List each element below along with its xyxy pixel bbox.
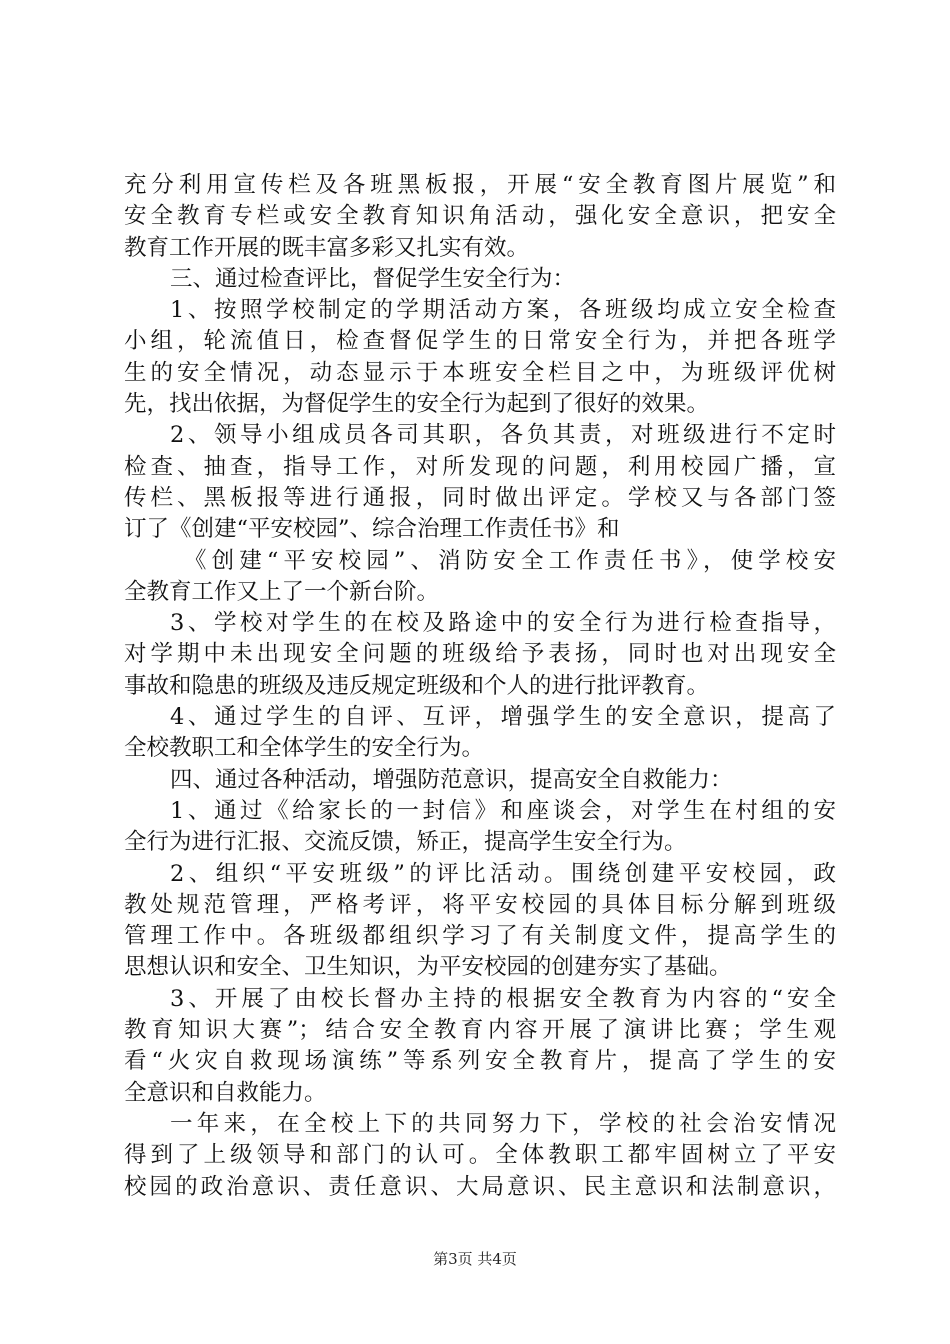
text-line: 教育工作开展的既丰富多彩又扎实有效。 [124, 234, 530, 261]
text-line: 全行为进行汇报、交流反馈，矫正，提高学生安全行为。 [124, 829, 687, 856]
text-line: 教育知识大赛”；结合安全教育内容开展了演讲比赛；学生观 [124, 1017, 836, 1044]
text-line: 四、通过各种活动，增强防范意识，提高安全自救能力： [170, 766, 733, 793]
text-line: 先，找出依据，为督促学生的安全行为起到了很好的效果。 [124, 391, 710, 418]
text-line: 得到了上级领导和部门的认可。全体教职工都牢固树立了平安 [124, 1142, 836, 1169]
page-number-footer: 第3页 共4页 [433, 1250, 517, 1268]
text-line: 一年来，在全校上下的共同努力下，学校的社会治安情况 [170, 1110, 836, 1137]
text-line: 三、通过检查评比，督促学生安全行为： [170, 265, 576, 292]
text-line: 传栏、黑板报等进行通报，同时做出评定。学校又与各部门签 [124, 484, 836, 511]
text-line: 思想认识和安全、卫生知识，为平安校园的创建夯实了基础。 [124, 954, 732, 981]
text-line: 小组，轮流值日，检查督促学生的日常安全行为，并把各班学 [124, 328, 836, 355]
document-body [124, 170, 836, 1203]
text-line: 管理工作中。各班级都组织学习了有关制度文件，提高学生的 [124, 923, 836, 950]
text-line: 订了《创建“平安校园”、综合治理工作责任书》和 [124, 516, 620, 543]
text-line: 看“火灾自救现场演练”等系列安全教育片，提高了学生的安 [124, 1048, 836, 1075]
text-line: 3、开展了由校长督办主持的根据安全教育为内容的“安全 [170, 985, 836, 1012]
text-line: 1、按照学校制定的学期活动方案，各班级均成立安全检查 [170, 297, 836, 324]
text-line: 生的安全情况，动态显示于本班安全栏目之中，为班级评优树 [124, 359, 836, 386]
text-line: 事故和隐患的班级及违反规定班级和个人的进行批评教育。 [124, 672, 710, 699]
text-line: 对学期中未出现安全问题的班级给予表扬，同时也对出现安全 [124, 641, 836, 668]
text-line: 2、领导小组成员各司其职，各负其责，对班级进行不定时 [170, 422, 836, 449]
text-line: 安全教育专栏或安全教育知识角活动，强化安全意识，把安全 [124, 203, 836, 230]
text-line: 教处规范管理，严格考评，将平安校园的具体目标分解到班级 [124, 891, 836, 918]
text-line: 1、通过《给家长的一封信》和座谈会，对学生在村组的安 [170, 797, 836, 824]
text-line: 全教育工作又上了一个新台阶。 [124, 578, 440, 605]
text-line: 2、组织“平安班级”的评比活动。围绕创建平安校园，政 [170, 860, 836, 887]
text-line: 充分利用宣传栏及各班黑板报，开展“安全教育图片展览”和 [124, 172, 836, 198]
text-line: 全校教职工和全体学生的安全行为。 [124, 735, 485, 762]
text-line: 校园的政治意识、责任意识、大局意识、民主意识和法制意识， [124, 1173, 836, 1200]
text-line: 全意识和自救能力。 [124, 1079, 327, 1106]
text-line: 《创建“平安校园”、消防安全工作责任书》，使学校安 [184, 547, 836, 574]
text-line: 4、通过学生的自评、互评，增强学生的安全意识，提高了 [170, 704, 836, 731]
text-line: 3、学校对学生的在校及路途中的安全行为进行检查指导， [170, 610, 836, 637]
text-line: 检查、抽查，指导工作，对所发现的问题，利用校园广播，宣 [124, 453, 836, 480]
